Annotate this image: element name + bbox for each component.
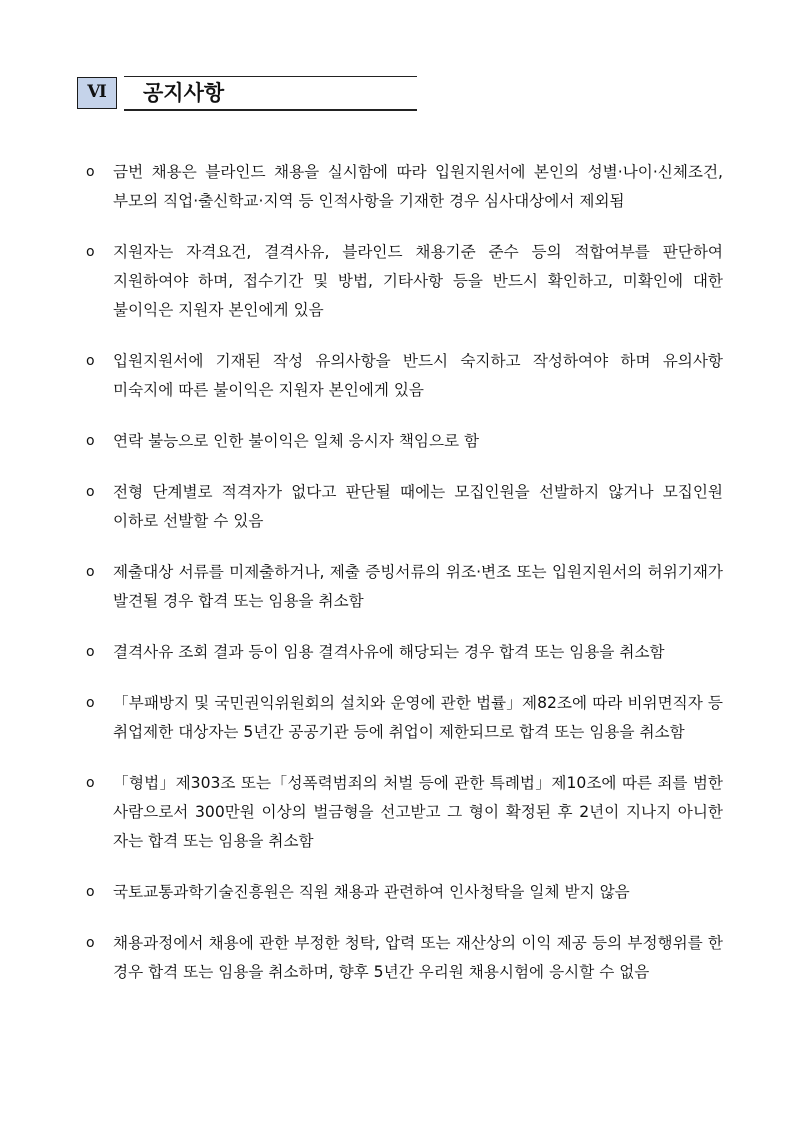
notice-list: [83, 158, 723, 1009]
notice-text: 전형 단계별로 적격자가 없다고 판단될 때에는 모집인원을 선발하지 않거나 모집인원 이하로 선발할 수 있음: [113, 483, 723, 530]
notice-item: [83, 689, 723, 747]
bullet-icon: ο: [86, 484, 95, 500]
bullet-icon: ο: [86, 775, 95, 791]
bullet-icon: ο: [86, 935, 95, 951]
notice-item: [83, 558, 723, 616]
section-header: [77, 76, 417, 110]
notice-text: 금번 채용은 블라인드 채용을 실시함에 따라 입원지원서에 본인의 성별·나이·신체조건, 부모의 직업·출신학교·지역 등 인적사항을 기재한 경우 심사대상에서 제외됨: [113, 163, 723, 210]
notice-item: [83, 158, 723, 216]
bullet-icon: ο: [86, 244, 95, 260]
notice-item: [83, 769, 723, 856]
notice-text: 지원자는 자격요건, 결격사유, 블라인드 채용기준 준수 등의 적합여부를 판단하여 지원하여야 하며, 접수기간 및 방법, 기타사항 등을 반드시 확인하고, 미확인에 대한 불이익은 지원자 본인에게 있음: [113, 243, 723, 319]
notice-item: [83, 347, 723, 405]
notice-item: [83, 638, 723, 667]
notice-text: 「형법」제303조 또는「성폭력범죄의 처벌 등에 관한 특례법」제10조에 따른 죄를 범한 사람으로서 300만원 이상의 벌금형을 선고받고 그 형이 확정된 후 2년이 지나지 아니한 자는 합격 또는 임용을 취소함: [113, 774, 723, 850]
header-rule-bottom: [124, 109, 417, 111]
bullet-icon: ο: [86, 644, 95, 660]
notice-text: 연락 불능으로 인한 불이익은 일체 응시자 책임으로 함: [113, 432, 480, 450]
notice-item: [83, 238, 723, 325]
notice-text: 결격사유 조회 결과 등이 임용 결격사유에 해당되는 경우 합격 또는 임용을 취소함: [113, 643, 665, 661]
notice-text: 채용과정에서 채용에 관한 부정한 청탁, 압력 또는 재산상의 이익 제공 등의 부정행위를 한 경우 합격 또는 임용을 취소하며, 향후 5년간 우리원 채용시험에 응시할 수 없음: [113, 934, 723, 981]
bullet-icon: ο: [86, 353, 95, 369]
bullet-icon: ο: [86, 433, 95, 449]
notice-text: 입원지원서에 기재된 작성 유의사항을 반드시 숙지하고 작성하여야 하며 유의사항 미숙지에 따른 불이익은 지원자 본인에게 있음: [113, 352, 723, 399]
section-number-badge: Ⅵ: [77, 77, 117, 109]
notice-item: [83, 478, 723, 536]
bullet-icon: ο: [86, 884, 95, 900]
notice-item: [83, 878, 723, 907]
section-title: 공지사항: [143, 81, 225, 105]
bullet-icon: ο: [86, 695, 95, 711]
header-rule-top: [124, 76, 417, 77]
bullet-icon: ο: [86, 164, 95, 180]
notice-text: 제출대상 서류를 미제출하거나, 제출 증빙서류의 위조·변조 또는 입원지원서의 허위기재가 발견될 경우 합격 또는 임용을 취소함: [113, 563, 723, 610]
bullet-icon: ο: [86, 564, 95, 580]
notice-item: [83, 427, 723, 456]
notice-text: 국토교통과학기술진흥원은 직원 채용과 관련하여 인사청탁을 일체 받지 않음: [113, 883, 630, 901]
notice-item: [83, 929, 723, 987]
notice-text: 「부패방지 및 국민권익위원회의 설치와 운영에 관한 법률」제82조에 따라 비위면직자 등 취업제한 대상자는 5년간 공공기관 등에 취업이 제한되므로 합격 또는 임용을 취소함: [113, 694, 723, 741]
